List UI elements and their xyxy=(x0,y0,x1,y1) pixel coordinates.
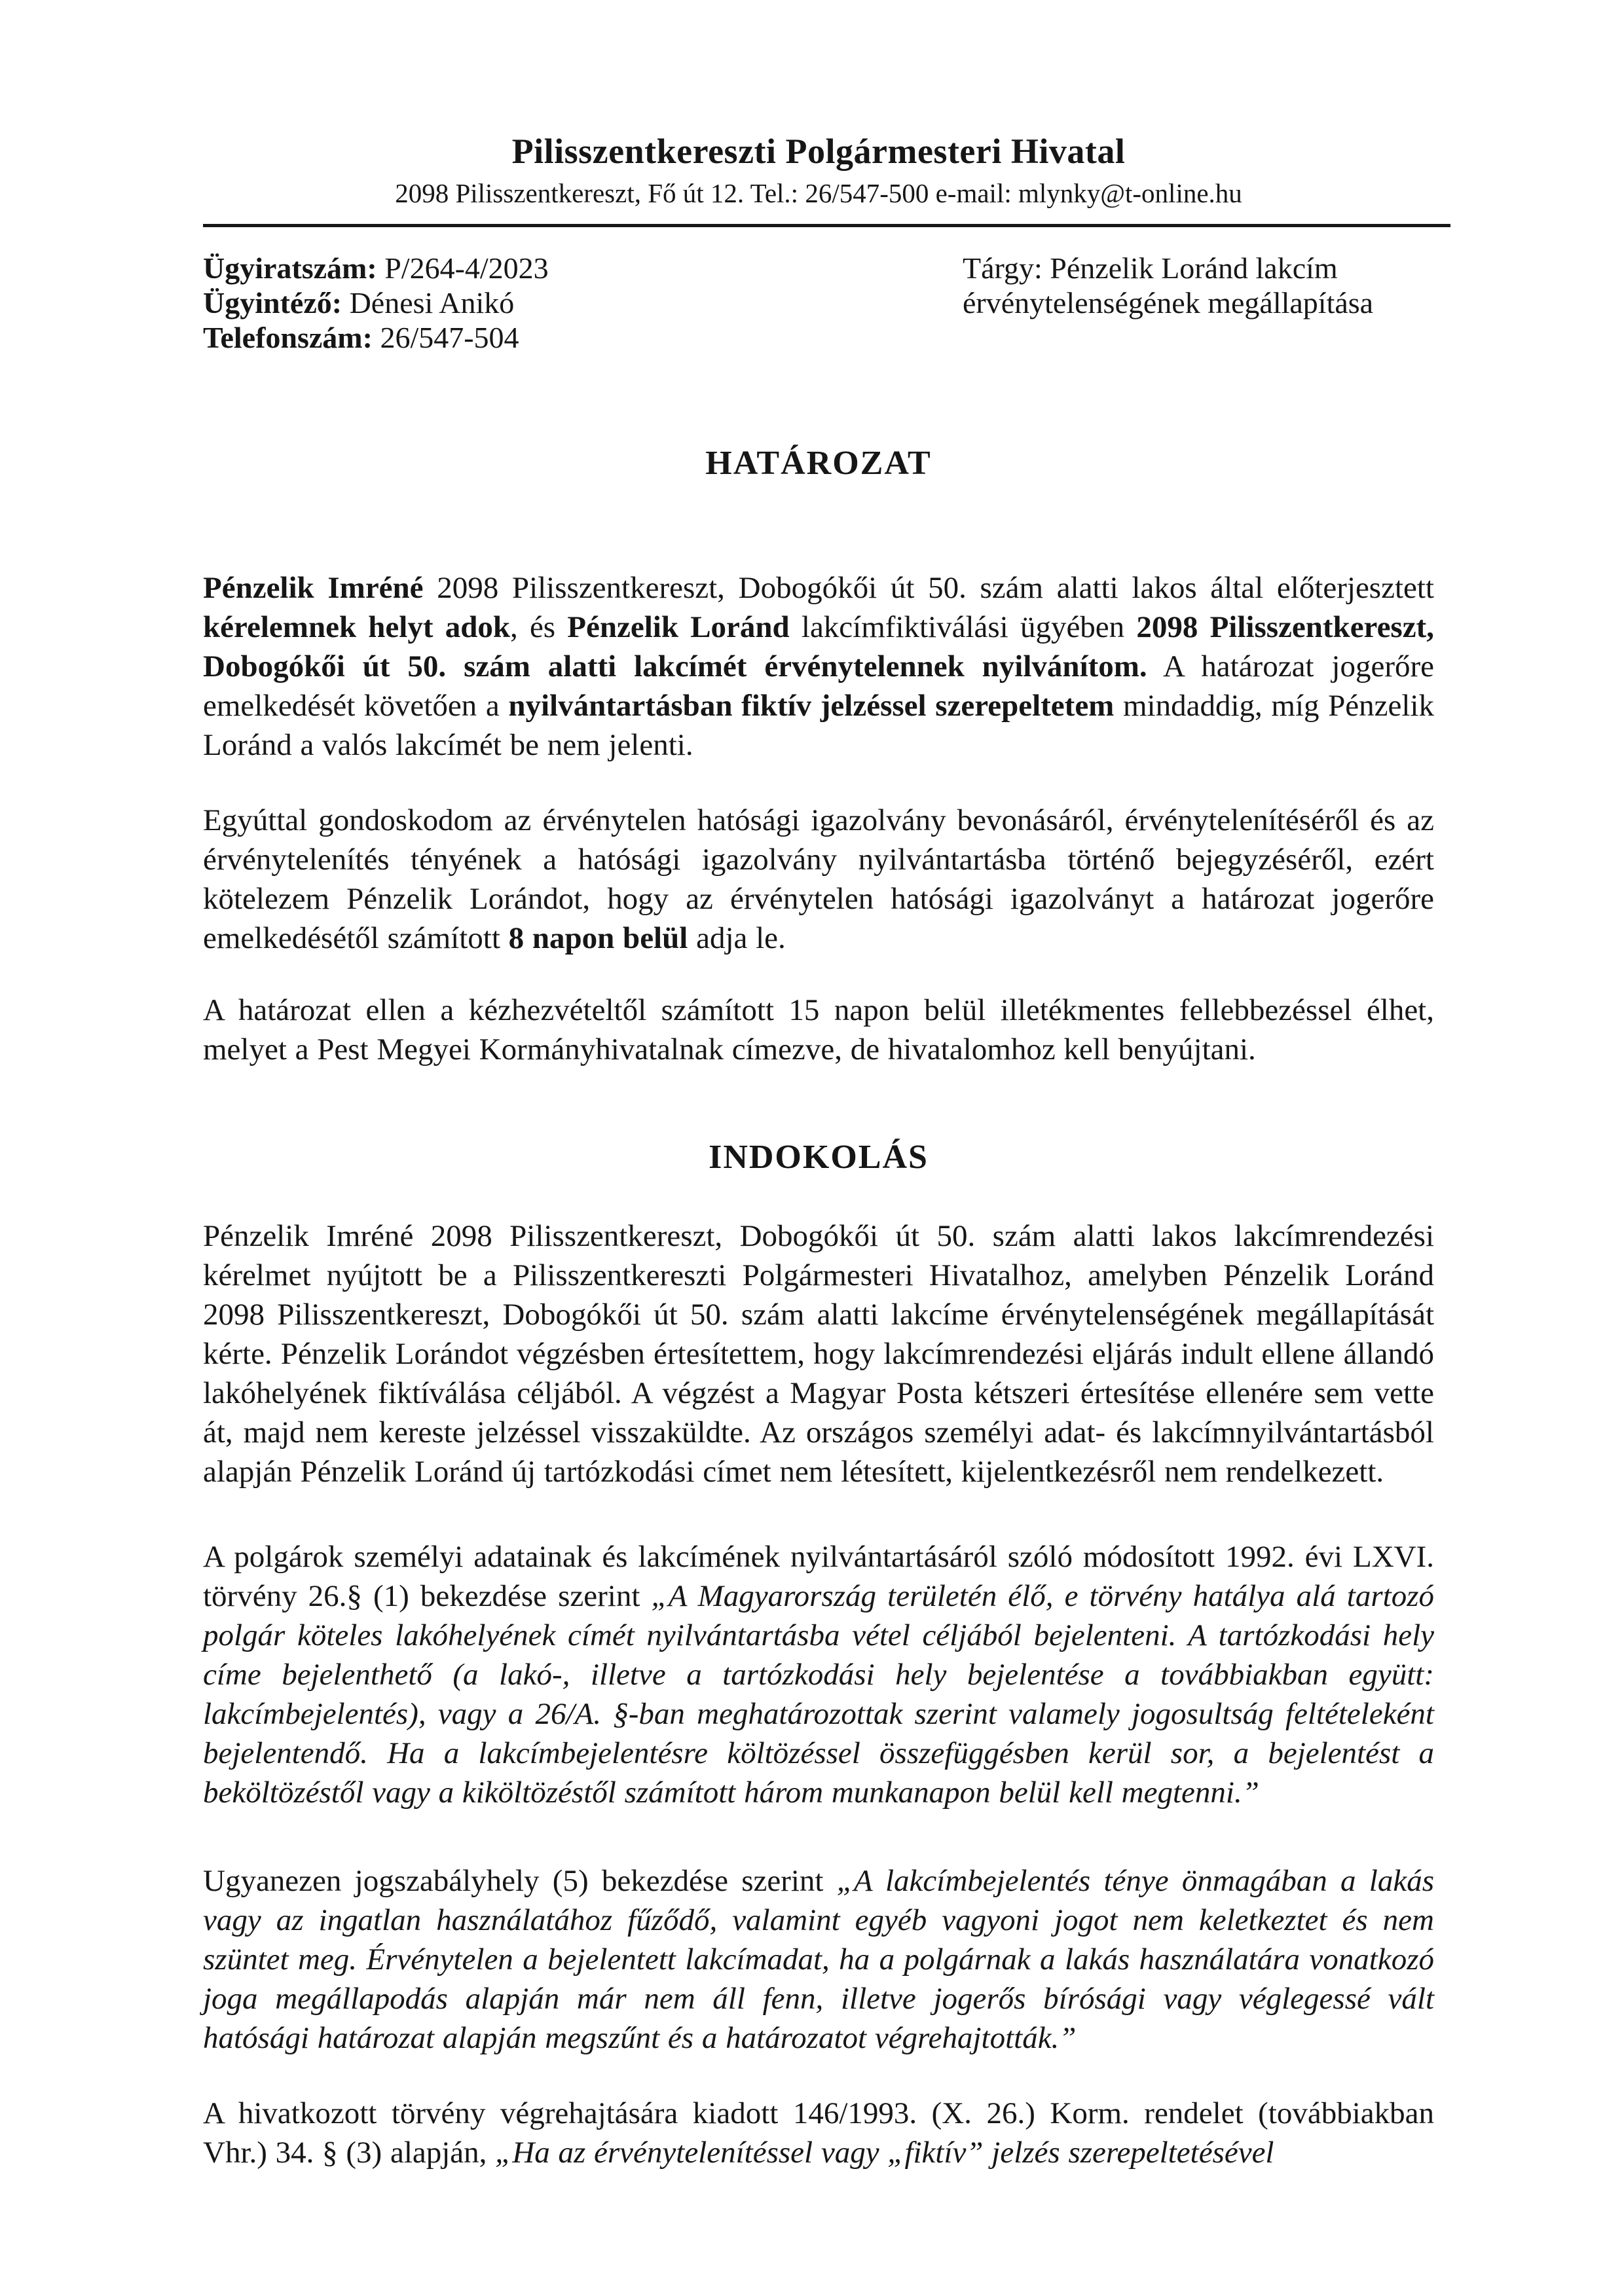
phone-value: 26/547-504 xyxy=(380,321,519,354)
decision-paragraph: A határozat ellen a kézhezvételtől számított 15 napon belül illetékmentes fellebbezéssel élhet, melyet a Pest Megyei Kormányhivatalnak címezve, de hivatalomhoz kell benyújtani. xyxy=(203,993,1434,1066)
subject-block xyxy=(963,251,1421,320)
office-header xyxy=(203,131,1434,227)
decision-paragraph: Pénzelik Imréné 2098 Pilisszentkereszt, Dobogókői út 50. szám alatti lakos által előterjesztett kérelemnek helyt adok, és Pénzelik Loránd lakcímfiktiválási ügyében 2098 Pilisszentkereszt, Dobogókői út 50. szám alatti lakcímét érvénytelennek nyilvánítom. A határozat jogerőre emelkedését követően a nyilvántartásban fiktív jelzéssel szerepeltetem mindaddig, míg Pénzelik Loránd a valós lakcímét be nem jelenti. xyxy=(203,571,1434,762)
decision-heading: HATÁROZAT xyxy=(705,445,932,482)
phone-row xyxy=(203,320,1434,355)
clerk-label: Ügyintéző: xyxy=(203,286,342,319)
case-number-label: Ügyiratszám: xyxy=(203,251,377,285)
subject-value: Pénzelik Loránd lakcím érvénytelenségének megállapítása xyxy=(963,251,1374,319)
case-number-value: P/264-4/2023 xyxy=(384,251,549,285)
header-rule xyxy=(203,224,1450,227)
justification-paragraph: Ugyanezen jogszabályhely (5) bekezdése szerint „A lakcímbejelentés ténye önmagában a lakás vagy az ingatlan használatához fűződő, valamint egyéb vagyoni jogot nem keletkeztet és nem szüntet meg. Érvénytelen a bejelentett lakcímadat, ha a polgárnak a lakás használatára vonatkozó joga megállapodás alapján már nem áll fenn, illetve jogerős bírósági vagy véglegessé vált hatósági határozat alapján megszűnt és a határozatot végrehajtották.” xyxy=(203,1864,1434,2055)
meta-block xyxy=(203,251,1434,355)
office-address: 2098 Pilisszentkereszt, Fő út 12. Tel.: 26/547-500 e-mail: mlynky@t-online.hu xyxy=(395,178,1242,208)
justification-paragraph: A polgárok személyi adatainak és lakcímének nyilvántartásáról szóló módosított 1992. évi LXVI. törvény 26.§ (1) bekezdése szerint „A Magyarország területén élő, e törvény hatálya alá tartozó polgár köteles lakóhelyének címét nyilvántartásba vétel céljából bejelenteni. A tartózkodási hely címe bejelenthető (a lakó-, illetve a tartózkodási hely bejelentése a továbbiakban együtt: lakcímbejelentés), vagy a 26/A. §-ban meghatározottak szerint valamely jogosultság feltételeként bejelentendő. Ha a lakcímbejelentésre költözéssel összefüggésben kerül sor, a bejelentést a beköltözéstől vagy a kiköltözéstől számított három munkanapon belül kell megtenni.” xyxy=(203,1540,1435,1810)
office-name: Pilisszentkereszti Polgármesteri Hivatal xyxy=(511,132,1126,171)
justification-heading: INDOKOLÁS xyxy=(709,1139,929,1176)
justification-paragraph: A hivatkozott törvény végrehajtására kiadott 146/1993. (X. 26.) Korm. rendelet (továbbiakban Vhr.) 34. § (3) alapján, „Ha az érvénytelenítéssel vagy „fiktív” jelzés szerepeltetésével xyxy=(203,2096,1434,2170)
phone-label: Telefonszám: xyxy=(203,321,373,354)
clerk-value: Dénesi Anikó xyxy=(349,286,515,319)
justification-paragraph: Pénzelik Imréné 2098 Pilisszentkereszt, Dobogókői út 50. szám alatti lakos lakcímrendezési kérelmet nyújtott be a Pilisszentkereszti Polgármesteri Hivatalhoz, amelyben Pénzelik Loránd 2098 Pilisszentkereszt, Dobogókői út 50. szám alatti lakcíme érvénytelenségének megállapítását kérte. Pénzelik Lorándot végzésben értesítettem, hogy lakcímrendezési eljárás indult ellene állandó lakóhelyének fiktíválása céljából. A végzést a Magyar Posta kétszeri értesítése ellenére sem vette át, majd nem kereste jelzéssel visszaküldte. Az országos személyi adat- és lakcímnyilvántartásból alapján Pénzelik Loránd új tartózkodási címet nem létesített, kijelentkezésről nem rendelkezett. xyxy=(203,1219,1434,1489)
decision-paragraph: Egyúttal gondoskodom az érvénytelen hatósági igazolvány bevonásáról, érvénytelenítéséről és az érvénytelenítés tényének a hatósági igazolvány nyilvántartásba történő bejegyzéséről, ezért kötelezem Pénzelik Lorándot, hogy az érvénytelen hatósági igazolványt a határozat jogerőre emelkedésétől számított 8 napon belül adja le. xyxy=(203,803,1434,955)
subject-label: Tárgy: xyxy=(963,251,1043,285)
